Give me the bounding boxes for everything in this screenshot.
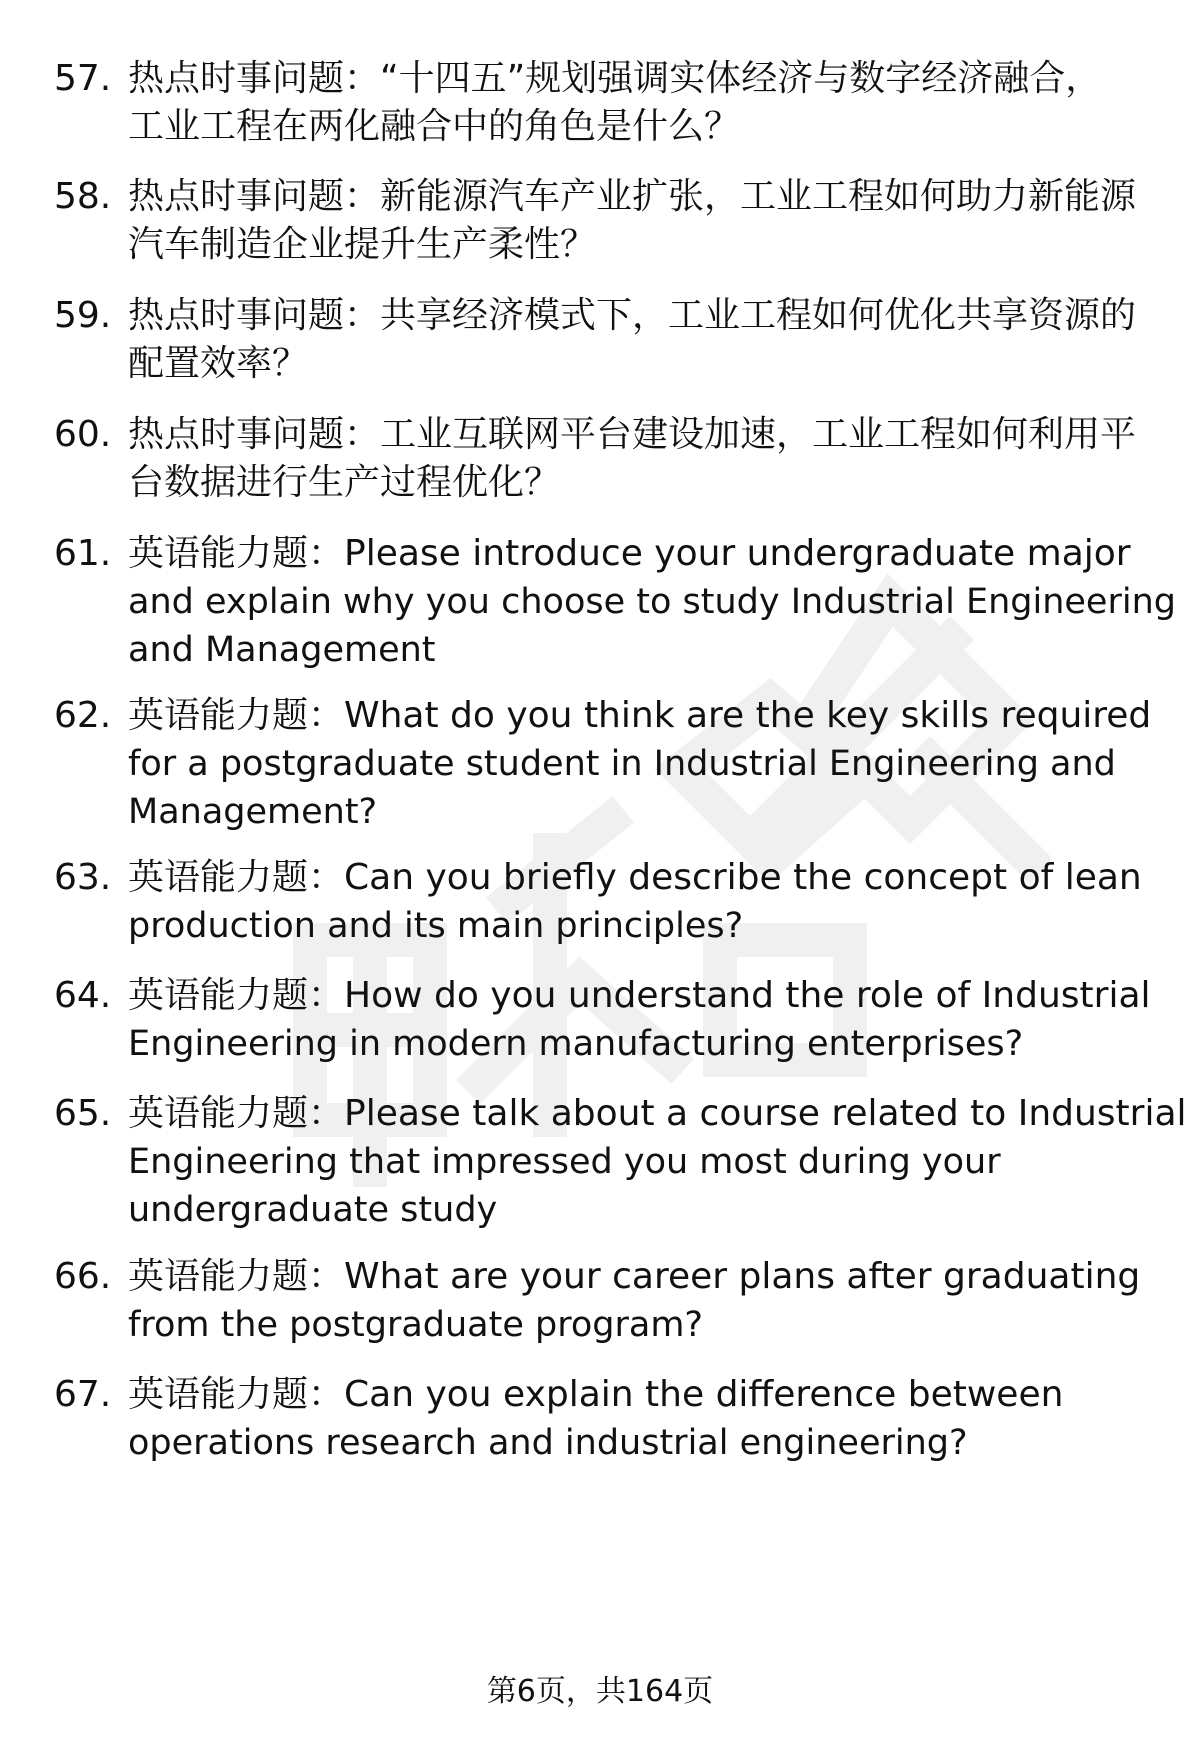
question-line: 热点时事问题：新能源汽车产业扩张，工业工程如何助力新能源 xyxy=(128,176,1137,217)
question-text xyxy=(128,854,1168,950)
question-number: 64. xyxy=(54,975,112,1016)
question-number: 57. xyxy=(54,58,112,99)
question-line: undergraduate study xyxy=(128,1190,498,1230)
question-line: for a postgraduate student in Industrial Engineering and xyxy=(128,744,1116,784)
question-line: 英语能力题：What do you think are the key skills required xyxy=(128,695,1152,736)
question-line: from the postgraduate program? xyxy=(128,1305,703,1345)
page-footer: 第6页，共164页 xyxy=(486,1674,714,1709)
question-text xyxy=(128,173,1168,269)
question-line: Engineering that impressed you most during your xyxy=(128,1142,1001,1182)
question-line: Management? xyxy=(128,792,378,832)
question-line: 热点时事问题：工业互联网平台建设加速，工业工程如何利用平 xyxy=(128,414,1137,455)
question-text xyxy=(128,55,1168,151)
question-number: 61. xyxy=(54,533,112,574)
question-line: 英语能力题：Please introduce your undergraduate major xyxy=(128,533,1131,574)
question-line: 英语能力题：Please talk about a course related to Industrial xyxy=(128,1093,1187,1134)
question-line: 热点时事问题：“十四五”规划强调实体经济与数字经济融合， xyxy=(128,58,1102,99)
question-number: 58. xyxy=(54,176,112,217)
question-line: and explain why you choose to study Industrial Engineering xyxy=(128,582,1176,622)
question-text xyxy=(128,1090,1187,1234)
question-number: 65. xyxy=(54,1093,112,1134)
question-text xyxy=(128,411,1168,507)
question-line: 英语能力题：Can you briefly describe the concept of lean xyxy=(128,857,1142,898)
question-text xyxy=(128,692,1168,836)
question-text xyxy=(128,1371,1168,1467)
question-number: 59. xyxy=(54,295,112,336)
question-line: 英语能力题：What are your career plans after graduating xyxy=(128,1256,1141,1297)
question-text xyxy=(128,972,1168,1068)
question-line: 配置效率？ xyxy=(128,343,309,384)
question-line: Engineering in modern manufacturing enterprises? xyxy=(128,1024,1024,1064)
question-number: 66. xyxy=(54,1256,112,1297)
question-number: 60. xyxy=(54,414,112,455)
question-number: 62. xyxy=(54,695,112,736)
question-text xyxy=(128,1253,1168,1349)
question-line: and Management xyxy=(128,630,436,670)
question-line: operations research and industrial engineering? xyxy=(128,1423,968,1463)
question-number: 63. xyxy=(54,857,112,898)
question-line: production and its main principles? xyxy=(128,906,744,946)
question-line: 英语能力题：Can you explain the difference between xyxy=(128,1374,1064,1415)
question-line: 英语能力题：How do you understand the role of Industrial xyxy=(128,975,1151,1016)
question-number: 67. xyxy=(54,1374,112,1415)
question-line: 工业工程在两化融合中的角色是什么？ xyxy=(128,106,741,147)
question-line: 台数据进行生产过程优化？ xyxy=(128,462,561,503)
question-text xyxy=(128,292,1168,388)
question-line: 热点时事问题：共享经济模式下，工业工程如何优化共享资源的 xyxy=(128,295,1137,336)
question-line: 汽车制造企业提升生产柔性？ xyxy=(128,224,597,265)
question-text xyxy=(128,530,1176,674)
